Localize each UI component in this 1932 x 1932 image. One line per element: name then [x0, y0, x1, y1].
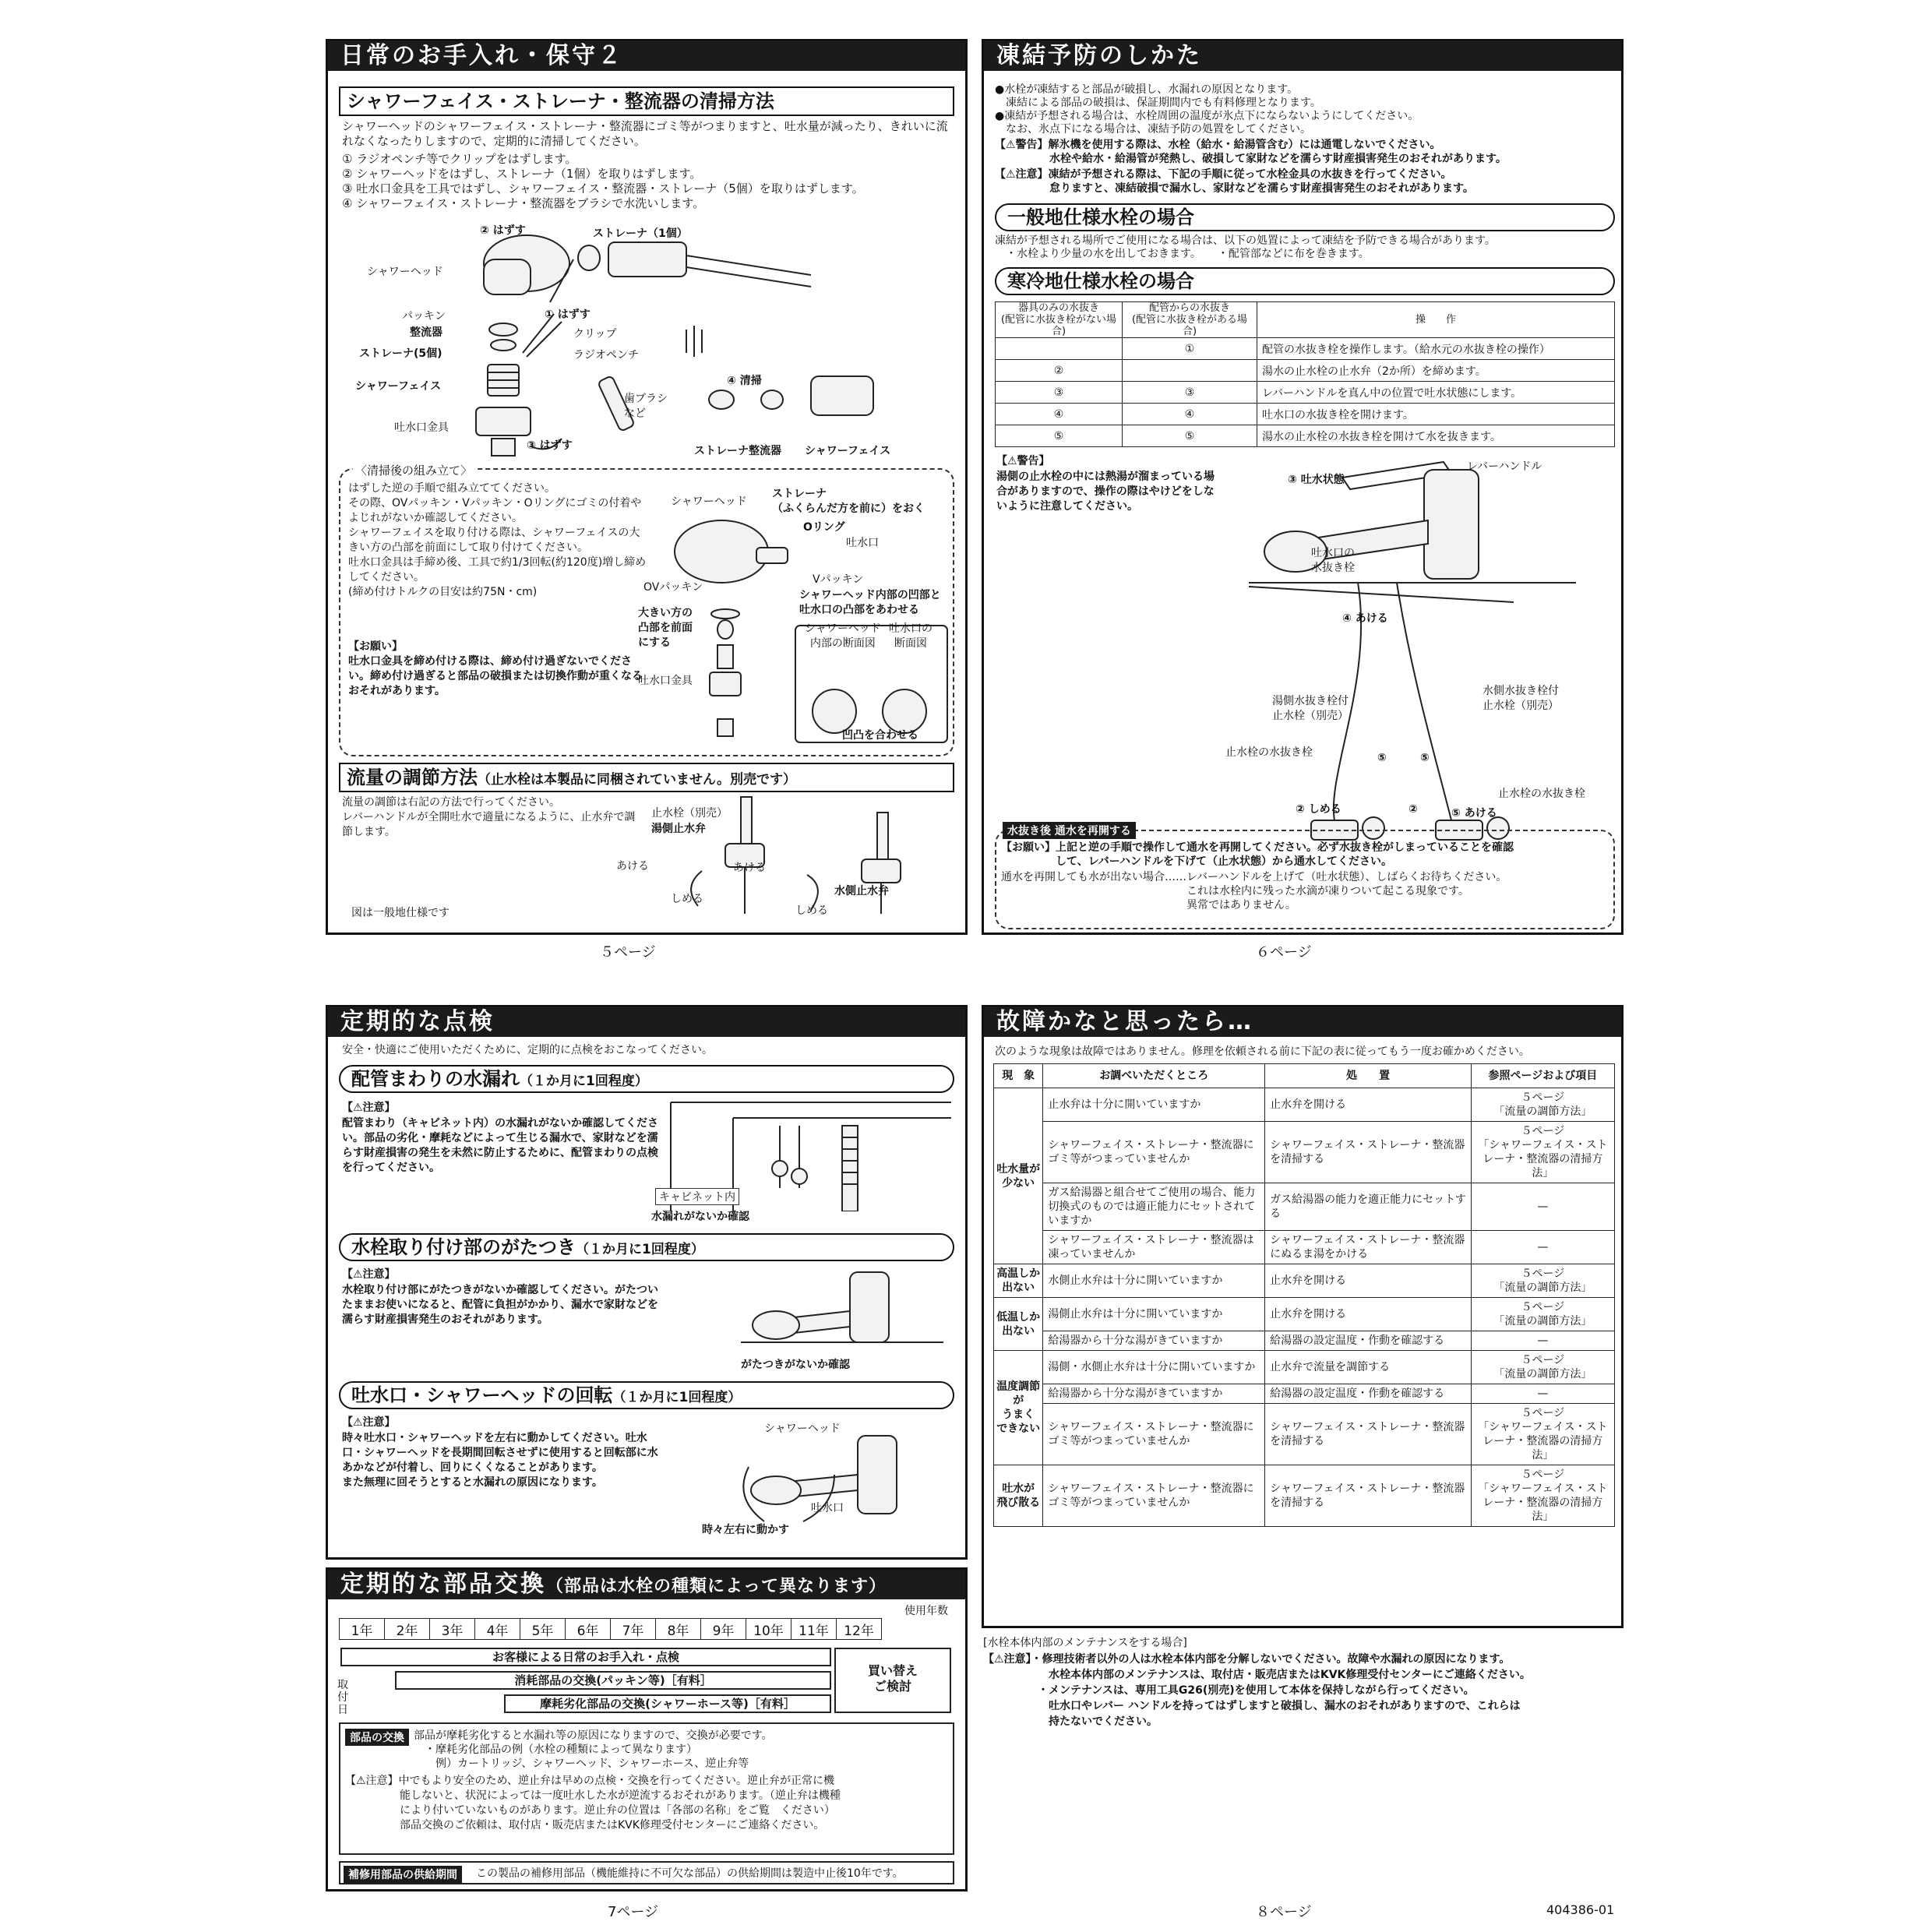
year-cell: 5年	[520, 1619, 566, 1640]
inspect-s2-title	[339, 1233, 954, 1261]
label-r-sec-head: シャワーヘッド 内部の断面図	[805, 622, 881, 650]
bar-consumable: 消耗部品の交換(パッキン等)［有料］	[395, 1671, 831, 1690]
general-spec-note: 図は一般地仕様です	[351, 907, 450, 919]
label-spout-drain: 吐水口の 水抜き栓	[1311, 547, 1355, 574]
label-strainer-5: ストレーナ(5個)	[359, 347, 442, 360]
drain-row: ② 湯水の止水栓の止水弁（2か所）を締めます。	[996, 360, 1615, 382]
hot-warning-label: 【⚠警告】	[996, 455, 1050, 467]
reassembly-text: はずした逆の手順で組み立ててください。 その際、OVパッキン・Vパッキン・Oリングにゴミの付着やよじれがないか確認してください。 シャワーフェイスを取り付ける際は、シャワーフェイスの大きい方の凸部を前面にして取り付けてください。 吐水口金具は手締め後、工具で約1/3回転(約120度)増し締めしてください。 (締め付けトルクの目安は約75N・cm)	[348, 482, 647, 598]
inspect-s1-title	[339, 1065, 954, 1093]
label-open-2: あける	[733, 862, 766, 874]
maintenance-text: 【⚠注意】・修理技術者以外の人は水栓本体内部を分解しないでください。故障や水漏れの原因になります。 水栓本体内部のメンテナンスは、取付店・販売店またはKVK修理受付センターにご連絡ください。 ・メンテナンスは、専用工具G26(別売)を使用して本体を保持しながら行ってください。 吐水口やレバー ハンドルを持ってはずしますと破損し、漏水のおそれがありますので、これらは 持たないでください。	[983, 1653, 1531, 1728]
supply-tag: 補修用部品の供給期間	[344, 1866, 462, 1883]
year-cell: 3年	[430, 1619, 475, 1640]
label-close-2: しめる	[795, 904, 828, 917]
s3-caution-label: 【⚠注意】	[342, 1416, 396, 1429]
cleaning-intro: シャワーヘッドのシャワーフェイス・ストレーナ・整流器にゴミ等がつまりますと、吐水量が減ったり、きれいに流れなくなったりしますので、定期的に清掃してください。	[342, 119, 948, 148]
label-r-sec-spout: 吐水口の 断面図	[889, 622, 933, 650]
label-s2-close: ② しめる	[1296, 803, 1341, 816]
label-pliers: ラジオペンチ	[573, 349, 639, 361]
label-s5-open: ⑤ あける	[1451, 807, 1497, 820]
year-cell: 12年	[837, 1619, 882, 1640]
drain-row: ④ ④ 吐水口の水抜き栓を開けます。	[996, 404, 1615, 425]
cleaning-step-2: ② シャワーヘッドをはずし、ストレーナ（1個）を取りはずします。	[342, 167, 702, 181]
freeze-caution: 【⚠注意】凍結が予想される際は、下記の手順に従って水栓金具の水抜きを行ってください。 怠りますと、凍結破損で漏水し、家財などを濡らす財産損害発生のおそれがあります。	[995, 168, 1474, 195]
page-7-title: 定期的な点検	[328, 1007, 965, 1037]
page-8-number: ８ページ	[1256, 1904, 1312, 1920]
label-brush: 歯ブラシ など	[624, 393, 668, 420]
parts-title-main: 定期的な部品交換	[340, 1571, 546, 1598]
years-row	[339, 1618, 882, 1640]
cleaning-step-1: ① ラジオペンチ等でクリップをはずします。	[342, 152, 577, 166]
maintenance-title: [水栓本体内部のメンテナンスをする場合]	[983, 1637, 1187, 1649]
drain-row: ⑤ ⑤ 湯水の止水栓の水抜き栓を開けて水を抜きます。	[996, 425, 1615, 447]
label-open-1: あける	[616, 860, 649, 873]
section-cleaning-title: シャワーフェイス・ストレーナ・整流器の清掃方法	[339, 86, 954, 116]
drain-row: ③ ③ レバーハンドルを真ん中の位置で吐水状態にします。	[996, 382, 1615, 404]
label-r-v: Vパッキン	[813, 573, 864, 586]
year-cell: 9年	[701, 1619, 746, 1640]
label-hazusu-1: ① はずす	[545, 308, 591, 321]
page-7-upper	[326, 1005, 968, 1560]
page-5-number: ５ページ	[600, 944, 656, 961]
label-r-match: 凹凸を合わせる	[842, 729, 918, 742]
onegai-text: 吐水口金具を締め付ける際は、締め付け過ぎないでください。締め付け過ぎると部品の破損または切換作動が重くなるおそれがあります。	[348, 655, 643, 697]
label-hot-valve-drain: 湯側水抜き栓付 止水栓（別売）	[1272, 695, 1349, 722]
label-wobble-check: がたつきがないか確認	[741, 1359, 850, 1371]
label-showerhead: シャワーヘッド	[367, 266, 443, 278]
label-r-big: 大きい方の 凸部を前面 にする	[638, 607, 693, 649]
th-check: お調べいただくところ	[1043, 1064, 1265, 1088]
table-row: 給湯器から十分な湯がきていますか 給湯器の設定温度・作動を確認する —	[994, 1331, 1615, 1351]
table-row: 吐水量が 少ない 止水弁は十分に開いていますか 止水弁を開ける ５ページ 「流量の調節方法」	[994, 1088, 1615, 1122]
s1-caution-text: 配管まわり（キャビネット内）の水漏れがないか確認してください。部品の劣化・摩耗などによって生じる漏水で、家財などを濡らす財産損害の発生を未然に防止するために、配管まわりの点検を行ってください。	[342, 1117, 658, 1174]
table-row: 給湯器から十分な湯がきていますか 給湯器の設定温度・作動を確認する —	[994, 1384, 1615, 1404]
label-s3-spout: ③ 吐水状態	[1288, 474, 1345, 486]
year-cell: 4年	[475, 1619, 520, 1640]
restart-note: 通水を再開しても水が出ない場合……レバーハンドルを上げて（吐水状態）、しばらくお待ちください。 これは水栓内に残った水滴が凍りついて起こる現象です。 異常ではありません。	[1001, 871, 1507, 911]
label-c-strainer: ストレーナ	[694, 445, 749, 457]
inspect-s2-sub: （１か月に1回程度）	[576, 1242, 704, 1257]
drain-col-1: 器具のみの水抜き (配管に水抜き栓がない場合)	[996, 302, 1123, 338]
inspect-s1-sub: （１か月に1回程度）	[520, 1074, 648, 1089]
year-cell: 6年	[566, 1619, 611, 1640]
trouble-intro: 次のような現象は故障ではありません。修理を依頼される前に下記の表に従ってもう一度お確かめください。	[995, 1045, 1530, 1058]
document-number: 404386-01	[1546, 1902, 1615, 1917]
year-cell: 10年	[746, 1619, 791, 1640]
year-cell: 2年	[385, 1619, 430, 1640]
label-rot-move: 時々左右に動かす	[702, 1524, 789, 1536]
freeze-warning: 【⚠警告】解氷機を使用する際は、水栓（給水・給湯管含む）には通電しないでください。 水栓や給水・給湯管が発熱し、破損して家財などを濡らす財産損害発生のおそれがあります。	[995, 139, 1507, 165]
parts-title-sub: （部品は水栓の種類によって異なります）	[546, 1577, 887, 1596]
faucet-base-illustration	[733, 1264, 951, 1350]
inspect-s1-name: 配管まわりの水漏れ	[351, 1068, 520, 1090]
trouble-table	[993, 1063, 1615, 1527]
inspect-s3-sub: （１か月に1回程度）	[612, 1390, 742, 1405]
label-cabinet: キャビネット内	[655, 1188, 739, 1205]
parts-title	[328, 1570, 965, 1599]
install-date-label: 取 付 日	[337, 1679, 348, 1716]
th-symptom: 現 象	[994, 1064, 1043, 1088]
drain-col-2: 配管からの水抜き (配管に水抜き栓がある場合)	[1123, 302, 1257, 338]
restart-tag: 水抜き後 通水を再開する	[1003, 822, 1136, 839]
label-packing: パッキン	[402, 310, 446, 323]
year-cell: 7年	[611, 1619, 656, 1640]
label-drain-right: 止水栓の水抜き栓	[1498, 788, 1585, 800]
year-cell: 11年	[791, 1619, 837, 1640]
table-row: 高温しか 出ない 水側止水弁は十分に開いていますか 止水弁を開ける ５ページ 「流量の調節方法」	[994, 1264, 1615, 1298]
parts-text: 部品が摩耗劣化すると水漏れ等の原因になりますので、交換が必要です。 ・摩耗劣化部品の例（水栓の種類によって異なります） 例）カートリッジ、シャワーヘッド、シャワーホース、逆止弁等	[414, 1729, 773, 1770]
label-seiryuki: 整流器	[410, 326, 442, 339]
label-seiso-4: ④ 清掃	[727, 375, 762, 387]
inspect-s3-name: 吐水口・シャワーヘッドの回転	[351, 1384, 613, 1406]
label-r-spoutfit: 吐水口金具	[638, 675, 693, 687]
page-5-title: 日常のお手入れ・保守２	[328, 41, 965, 71]
label-r-showerhead: シャワーヘッド	[671, 495, 747, 508]
drain-col-3: 操 作	[1257, 302, 1615, 338]
buy-consider: 買い替え ご検討	[834, 1648, 951, 1713]
label-s5b: ⑤	[1420, 752, 1430, 764]
label-face: シャワーフェイス	[355, 380, 442, 393]
s1-caution-label: 【⚠注意】	[342, 1102, 396, 1114]
parts-caution: 【⚠注意】中でもより安全のため、逆止弁は早めの点検・交換を行ってください。逆止弁が正常に機 能しないと、状況によっては一度吐水した水が逆流するおそれがあります。（逆止弁は機種 により付いていないものがあります。逆止弁の位置は「各部の名称」をご覧 ください） 部品交換のご依頼は、取付店・販売店またはKVK修理受付センターにご連絡ください。	[345, 1775, 841, 1832]
page-6-title: 凍結予防のしかた	[984, 41, 1621, 71]
years-label: 使用年数	[904, 1605, 948, 1617]
freeze-intro: ●水栓が凍結すると部品が破損し、水漏れの原因となります。 凍結による部品の破損は、保証期間内でも有料修理となります。 ●凍結が予想される場合は、水栓周囲の温度が氷点下にならないようにしてください。 なお、氷点下になる場合は、凍結予防の処置をしてください。	[995, 83, 1419, 136]
label-r-oring: Oリング	[803, 521, 845, 534]
page-6-number: ６ページ	[1256, 944, 1312, 961]
label-hazusu-3: ③ はずす	[527, 439, 573, 452]
label-cold-valve-drain: 水側水抜き栓付 止水栓（別売）	[1482, 685, 1559, 712]
label-rot-spout: 吐水口	[811, 1502, 844, 1514]
th-action: 処 置	[1265, 1064, 1472, 1088]
drain-row: ① 配管の水抜き栓を操作します。（給水元の水抜き栓の操作）	[996, 338, 1615, 360]
bar-wear-parts: 摩耗劣化部品の交換(シャワーホース等)［有料］	[504, 1694, 831, 1713]
label-spout-fitting: 吐水口金具	[394, 421, 449, 434]
page-7-lower	[326, 1567, 968, 1891]
label-r-match-title: シャワーヘッド内部の凹部と 吐水口の凸部をあわせる	[799, 589, 941, 616]
reassembly-title: 〈清掃後の組み立て〉	[353, 462, 474, 478]
page-5	[326, 39, 968, 935]
parts-tag: 部品の交換	[345, 1729, 409, 1746]
supply-text: この製品の補修用部品（機能維持に不可欠な部品）の供給期間は製造中止後10年です。	[476, 1867, 904, 1880]
page-8-title: 故障かなと思ったら…	[984, 1007, 1621, 1037]
hot-warning-text: 湯側の止水栓の中には熱湯が溜まっている場合がありますので、操作の際はやけどをしないように注意してください。	[996, 471, 1215, 513]
year-cell: 8年	[656, 1619, 701, 1640]
label-r-strainer: ストレーナ （ふくらんだ方を前に）をおく	[772, 488, 925, 515]
label-strainer-1: ストレーナ（1個）	[593, 227, 688, 240]
onegai-label: 【お願い】	[348, 640, 403, 653]
year-cell: 1年	[340, 1619, 385, 1640]
label-lever: レバーハンドル	[1467, 460, 1542, 473]
flow-title-sub: （止水栓は本製品に同梱されていません。別売です）	[478, 772, 797, 788]
label-s4-open: ④ あける	[1342, 612, 1388, 625]
table-row: シャワーフェイス・ストレーナ・整流器にゴミ等がつまっていませんか シャワーフェイス・ストレーナ・整流器を清掃する ５ページ 「シャワーフェイス・ストレーナ・整流器の清掃方法」	[994, 1122, 1615, 1183]
restart-text: 【お願い】上記と逆の手順で操作して通水を再開してください。必ず水抜き栓がしまっていることを確認 して、レバーハンドルを下げて（止水状態）から通水してください。	[1001, 841, 1514, 868]
page-8	[982, 1005, 1624, 1628]
cold-spec-title: 寒冷地仕様水栓の場合	[995, 267, 1615, 295]
table-row: 温度調節が うまく できない 湯側・水側止水弁は十分に開いていますか 止水弁で流量を調節する ５ページ 「流量の調節方法」	[994, 1351, 1615, 1384]
label-c-seiryuki: 整流器	[749, 445, 781, 457]
label-c-face: シャワーフェイス	[805, 445, 891, 457]
label-drain-left: 止水栓の水抜き栓	[1225, 746, 1313, 759]
label-close-1: しめる	[671, 893, 703, 905]
cleaning-step-4: ④ シャワーフェイス・ストレーナ・整流器をブラシで水洗いします。	[342, 196, 705, 210]
rotation-illustration	[725, 1428, 951, 1537]
s2-caution-text: 水栓取り付け部にがたつきがないか確認してください。がたついたままお使いになると、配管に負担がかかり、漏水で家財などを濡らす財産損害発生のおそれがあります。	[342, 1284, 658, 1326]
drain-table	[995, 301, 1615, 447]
label-clip: クリップ	[573, 328, 617, 340]
table-row: シャワーフェイス・ストレーナ・整流器にゴミ等がつまっていませんか シャワーフェイス・ストレーナ・整流器を清掃する ５ページ 「シャワーフェイス・ストレーナ・整流器の清掃方法」	[994, 1404, 1615, 1465]
table-row: 吐水が 飛び散る シャワーフェイス・ストレーナ・整流器にゴミ等がつまっていませんか シャワーフェイス・ストレーナ・整流器を清掃する ５ページ 「シャワーフェイス・ストレーナ・整流器の清掃方法」	[994, 1465, 1615, 1527]
inspect-intro: 安全・快適にご使用いただくために、定期的に点検をおこなってください。	[342, 1044, 713, 1056]
page-7-number: 7ページ	[608, 1904, 659, 1920]
label-s5a: ⑤	[1377, 752, 1387, 764]
table-row: 低温しか 出ない 湯側止水弁は十分に開いていますか 止水弁を開ける ５ページ 「流量の調節方法」	[994, 1298, 1615, 1331]
s3-caution-text: 時々吐水口・シャワーヘッドを左右に動かしてください。吐水口・シャワーヘッドを長期間回転させずに使用すると回転部に水あかなどが付着し、回りにくくなることがあります。 また無理に回そうとすると水漏れの原因になります。	[342, 1432, 658, 1489]
cleaning-step-3: ③ 吐水口金具を工具ではずし、シャワーフェイス・整流器・ストレーナ（5個）を取りはずします。	[342, 182, 864, 196]
table-row: シャワーフェイス・ストレーナ・整流器は凍っていませんか シャワーフェイス・ストレーナ・整流器にぬるま湯をかける —	[994, 1231, 1615, 1264]
label-hazusu-2: ② はずす	[480, 224, 526, 237]
label-stopvalve: 止水栓（別売）	[651, 807, 728, 820]
label-cold-valve: 水側止水弁	[834, 885, 889, 897]
table-row: ガス給湯器と組合せてご使用の場合、能力切換式のものでは適正能力にセットされていますか ガス給湯器の能力を適正能力にセットする —	[994, 1183, 1615, 1231]
general-spec-text: 凍結が予想される場所でご使用になる場合は、以下の処置によって凍結を予防できる場合があります。 ・水栓より少量の水を出しておきます。 ・配管部などに布を巻きます。	[995, 234, 1496, 260]
general-spec-title: 一般地仕様水栓の場合	[995, 203, 1615, 231]
page-6	[982, 39, 1624, 935]
inspect-s3-title	[339, 1381, 954, 1409]
inspect-s2-name: 水栓取り付け部のがたつき	[351, 1236, 576, 1258]
section-flow-title	[339, 763, 954, 792]
flow-text: 流量の調節は右記の方法で行ってください。 レバーハンドルが全開吐水で適量になるように、止水弁で調節します。	[342, 796, 636, 838]
label-rot-head: シャワーヘッド	[764, 1423, 841, 1435]
label-hot-valve: 湯側止水弁	[651, 823, 706, 835]
bar-daily-care: お客様による日常のお手入れ・点検	[340, 1648, 831, 1666]
label-r-spout: 吐水口	[846, 537, 879, 549]
label-s2b: ②	[1408, 803, 1418, 816]
label-r-ov: OVパッキン	[643, 581, 703, 594]
s2-caution-label: 【⚠注意】	[342, 1268, 396, 1281]
th-ref: 参照ページおよび項目	[1471, 1064, 1614, 1088]
label-leak-check: 水漏れがないか確認	[651, 1211, 749, 1223]
flow-title: 流量の調節方法	[347, 767, 478, 788]
